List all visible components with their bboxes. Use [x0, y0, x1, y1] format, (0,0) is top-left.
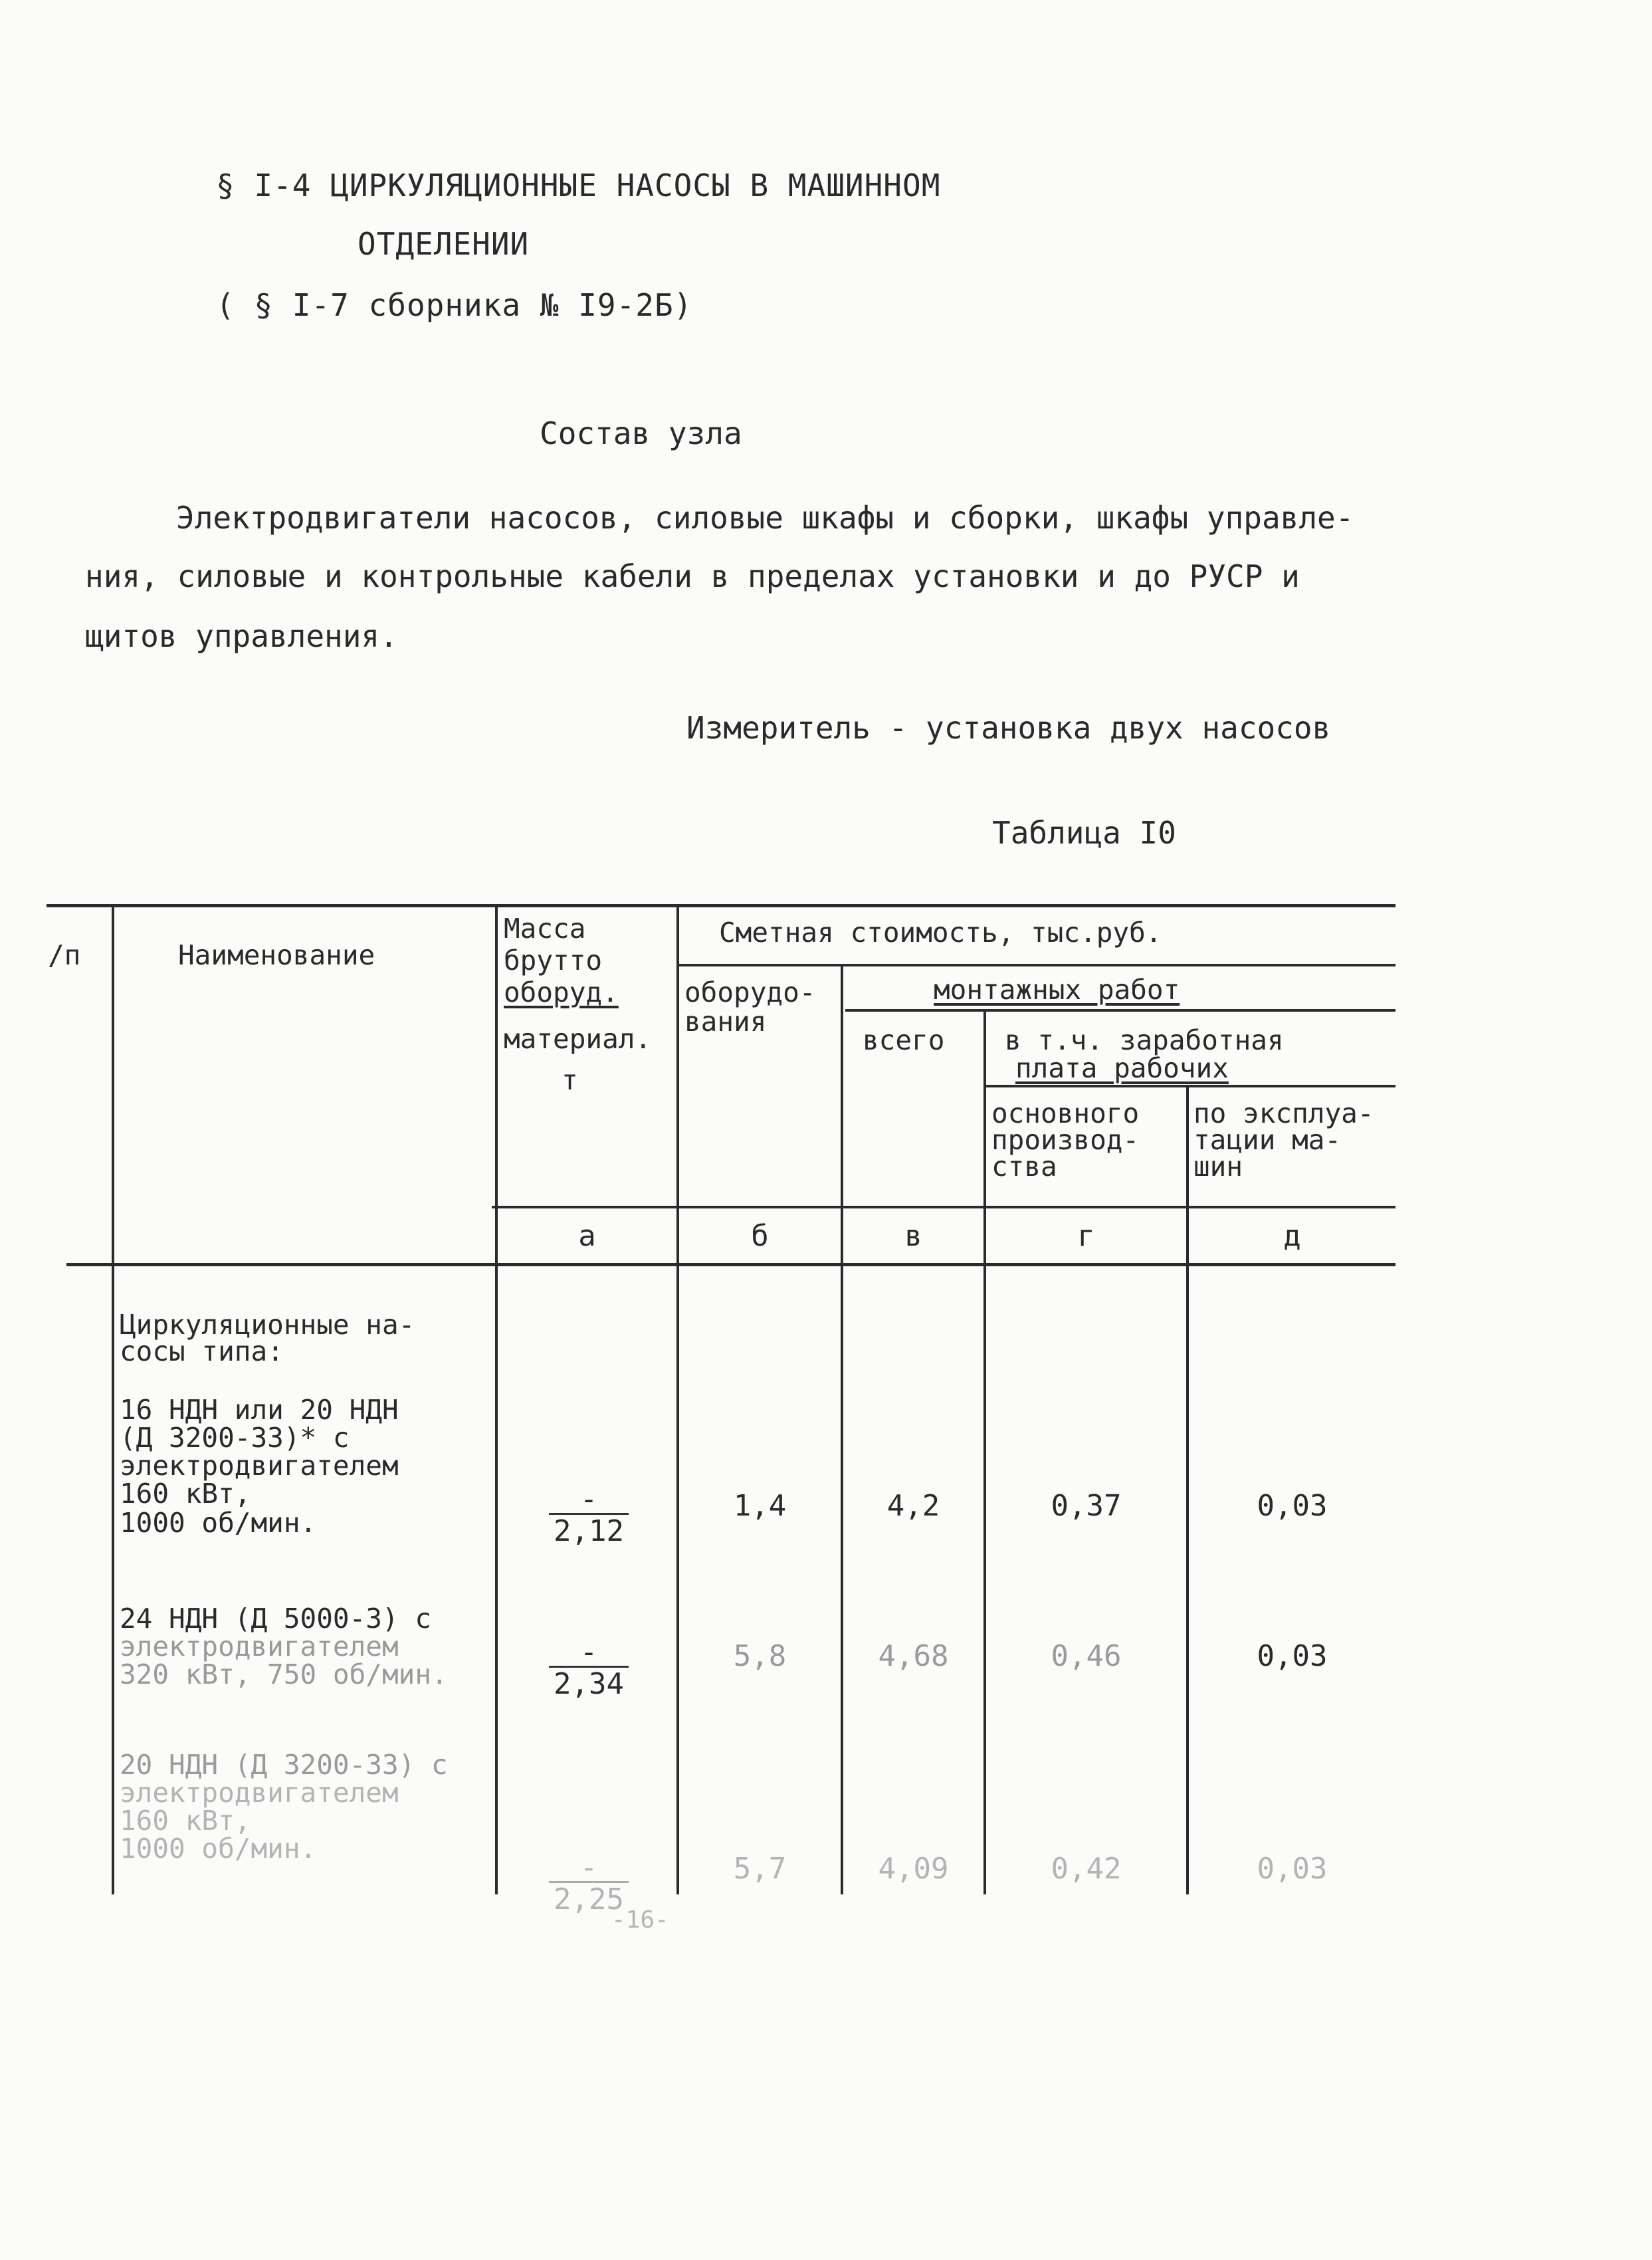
- row2-name-l3: 320 кВт, 750 об/мин.: [120, 1658, 448, 1690]
- composition-heading: Состав узла: [540, 415, 742, 451]
- header-install: монтажных работ: [934, 974, 1180, 1006]
- meter-text: Измеритель - установка двух насосов: [686, 710, 1331, 746]
- row1-mass-equip: -: [579, 1482, 598, 1516]
- vline-name-mass: [495, 904, 498, 1894]
- row3-name-l4: 1000 об/мин.: [120, 1833, 317, 1864]
- header-main-l2: производ-: [991, 1124, 1140, 1156]
- row2-name-l1: 24 НДН (Д 5000-3) с: [120, 1603, 431, 1635]
- row1-wage-mach: 0,03: [1257, 1489, 1328, 1523]
- vline-mass-equip: [676, 904, 679, 1894]
- table-top-rule: [47, 904, 1395, 907]
- row2-wage-main: 0,46: [1051, 1639, 1122, 1673]
- row1-equip: 1,4: [733, 1489, 787, 1523]
- row1-name-l5: 1000 об/мин.: [120, 1507, 317, 1539]
- header-mass-l4: материал.: [504, 1023, 652, 1055]
- col-letter-d: д: [1283, 1219, 1301, 1253]
- row2-total: 4,68: [878, 1639, 949, 1673]
- row3-wage-main: 0,42: [1051, 1852, 1122, 1886]
- rule-under-install: [845, 1009, 1395, 1012]
- rule-under-cost: [678, 964, 1395, 966]
- row3-wage-mach: 0,03: [1257, 1852, 1328, 1886]
- row1-name-l1: 16 НДН или 20 НДН: [120, 1394, 399, 1426]
- composition-line-2: ния, силовые и контрольные кабели в пределах установки и до РУСР и: [85, 558, 1300, 594]
- row2-wage-mach: 0,03: [1257, 1639, 1328, 1673]
- header-mach-l2: тации ма-: [1193, 1124, 1342, 1156]
- row3-name-l2: электродвигателем: [120, 1777, 399, 1809]
- header-equip-l2: вания: [684, 1006, 767, 1038]
- header-mach-l1: по эксплуа-: [1193, 1097, 1374, 1129]
- section-reference: ( § I-7 сборника № I9-2Б): [216, 287, 693, 323]
- table-caption: Таблица I0: [992, 815, 1176, 851]
- group-label-l1: Циркуляционные на-: [120, 1309, 415, 1341]
- col-letter-v: в: [904, 1219, 922, 1253]
- header-mass-l1: Масса: [504, 913, 586, 945]
- header-mach-l3: шин: [1193, 1151, 1243, 1183]
- page-number: -16-: [611, 1906, 669, 1934]
- group-label-l2: сосы типа:: [120, 1335, 284, 1367]
- header-wage-l1: в т.ч. заработная: [1005, 1024, 1284, 1056]
- row2-name-l2: электродвигателем: [120, 1631, 399, 1662]
- row1-wage-main: 0,37: [1051, 1489, 1122, 1523]
- composition-line-3: щитов управления.: [85, 618, 398, 654]
- row1-name-l2: (Д 3200-33)* с: [120, 1422, 350, 1454]
- row3-mass-equip: -: [579, 1851, 598, 1884]
- vline-total-main: [983, 1010, 986, 1894]
- row3-total: 4,09: [878, 1852, 949, 1886]
- header-main-l1: основного: [991, 1097, 1140, 1129]
- row2-mass-equip: -: [579, 1635, 598, 1669]
- header-main-l3: ства: [991, 1151, 1057, 1183]
- row1-total: 4,2: [886, 1489, 940, 1523]
- header-mass-l2: брутто: [504, 945, 603, 976]
- section-title-line1: § I-4 ЦИРКУЛЯЦИОННЫЕ НАСОСЫ В МАШИННОМ: [216, 168, 941, 203]
- col-letter-b: б: [751, 1219, 769, 1253]
- header-total: всего: [863, 1024, 945, 1056]
- header-num: /п: [48, 939, 81, 971]
- section-title-line2: ОТДЕЛЕНИИ: [358, 226, 530, 262]
- row2-mass: [549, 1635, 629, 1701]
- row2-equip: 5,8: [733, 1639, 787, 1673]
- header-wage-l2: плата рабочих: [1015, 1052, 1229, 1084]
- row3-equip: 5,7: [733, 1852, 787, 1886]
- header-name: Наименование: [178, 939, 375, 971]
- row1-mass-material: 2,12: [549, 1513, 629, 1547]
- col-letter-g: г: [1077, 1219, 1095, 1253]
- col-letter-a: а: [578, 1219, 596, 1253]
- header-mass-l3: оборуд.: [504, 976, 619, 1008]
- rule-above-letters: [492, 1206, 1395, 1208]
- header-mass-l5: т: [562, 1064, 578, 1096]
- header-cost: Сметная стоимость, тыс.руб.: [719, 917, 1162, 949]
- row1-name-l3: электродвигателем: [120, 1450, 399, 1482]
- row3-name-l1: 20 НДН (Д 3200-33) с: [120, 1749, 448, 1781]
- row3-mass-material: 2,25: [549, 1881, 629, 1915]
- row1-mass: [549, 1482, 629, 1548]
- row3-name-l3: 160 кВт,: [120, 1805, 251, 1837]
- rule-under-letters: [66, 1263, 1395, 1266]
- vline-num-name: [112, 904, 114, 1894]
- header-equip-l1: оборудо-: [684, 976, 816, 1008]
- row2-mass-material: 2,34: [549, 1666, 629, 1700]
- rule-under-wage: [985, 1085, 1395, 1087]
- composition-line-1: Электродвигатели насосов, силовые шкафы и сборки, шкафы управле-: [176, 500, 1354, 536]
- row1-name-l4: 160 кВт,: [120, 1478, 251, 1510]
- vline-equip-total: [841, 966, 843, 1894]
